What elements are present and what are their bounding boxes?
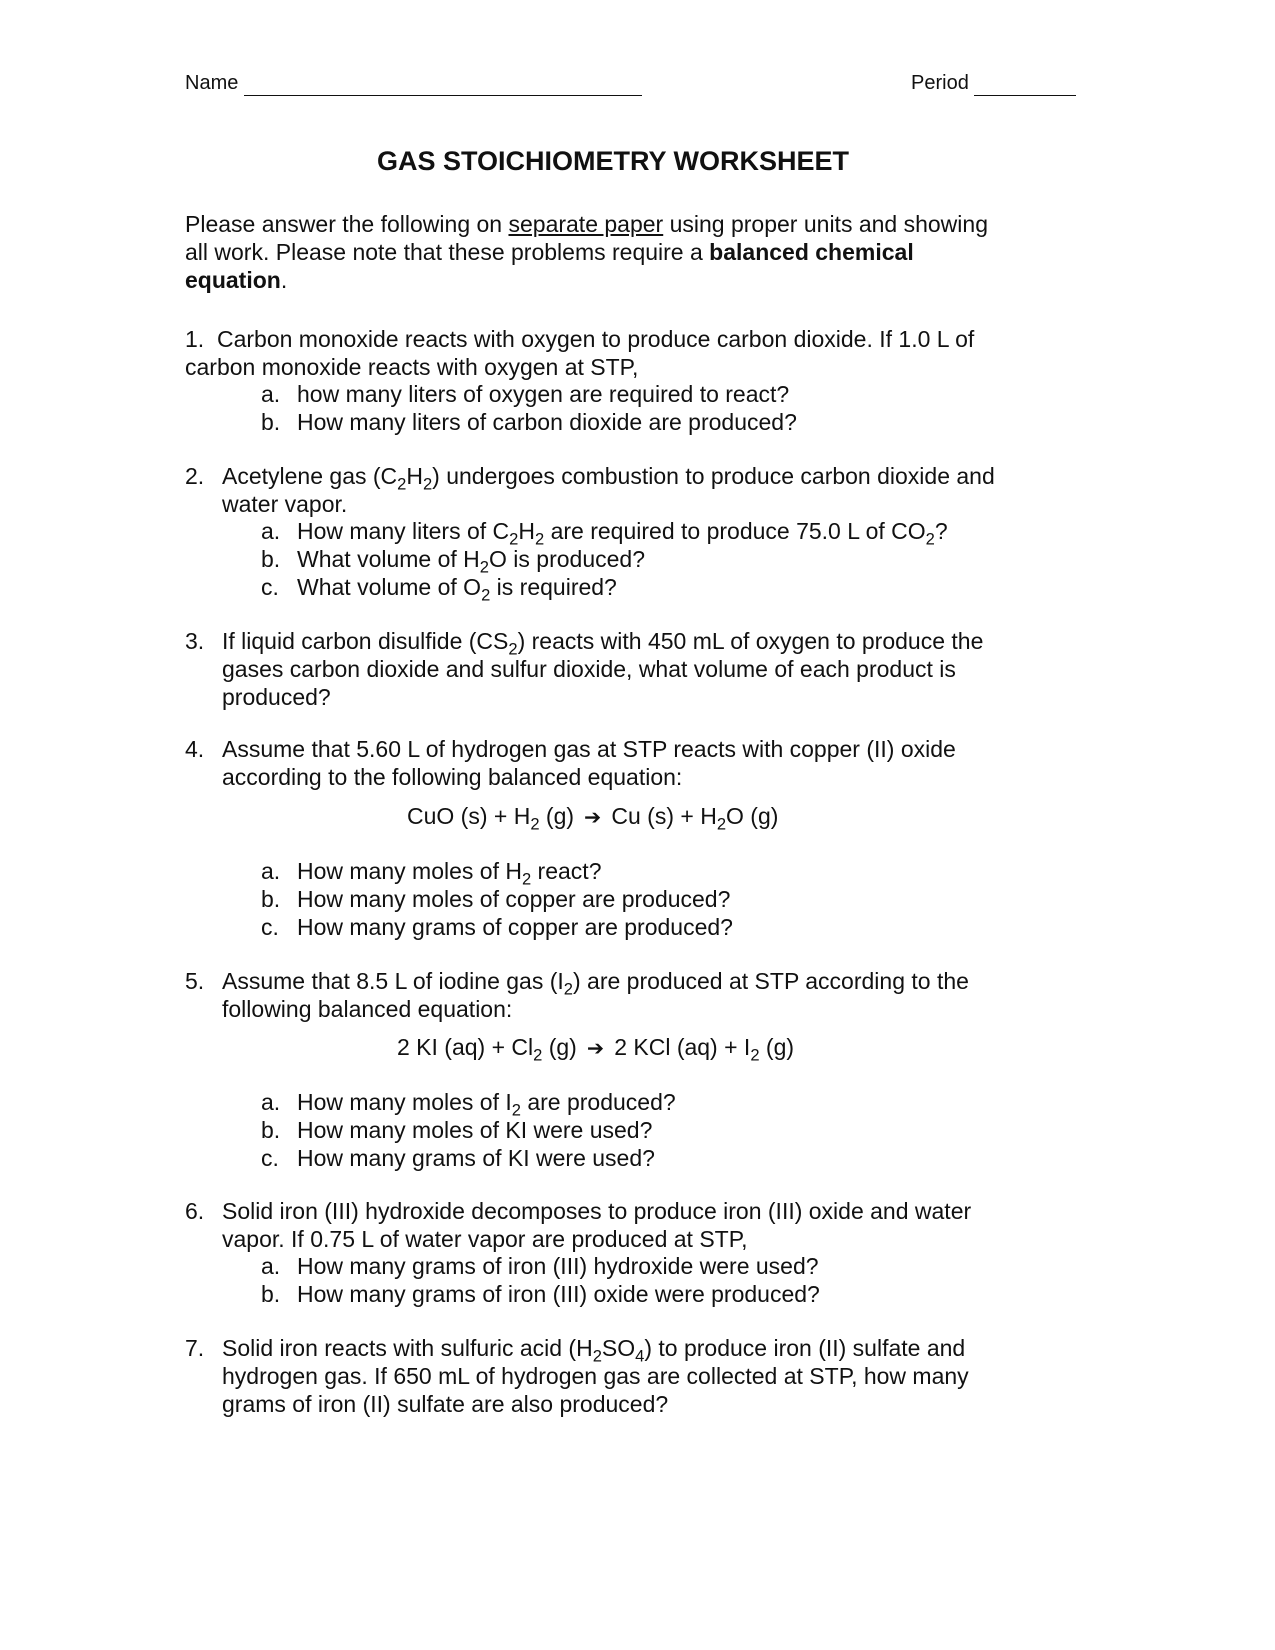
question-5	[185, 967, 969, 1023]
question-text: gases carbon dioxide and sulfur dioxide, what volume of each product is	[222, 656, 956, 682]
part-label: b.	[261, 546, 281, 572]
question-text: Carbon monoxide reacts with oxygen to produce carbon dioxide. If 1.0 L of	[216, 326, 975, 352]
subscript: 2	[530, 814, 540, 834]
question-text: Assume that 5.60 L of hydrogen gas at STP reacts with copper (II) oxide	[222, 736, 956, 762]
question-1-parts	[261, 380, 797, 436]
equation-text: CuO (s) + H	[407, 803, 531, 829]
question-text: produced?	[222, 684, 331, 710]
period-label: Period	[911, 72, 969, 94]
part-text: How many grams of iron (III) oxide were produced?	[297, 1281, 820, 1307]
part-text: How many liters of carbon dioxide are produced?	[297, 409, 797, 435]
question-number: 5.	[185, 968, 205, 994]
part-label: c.	[261, 574, 279, 600]
subscript: 2	[422, 474, 433, 494]
part-label: a.	[261, 1253, 281, 1279]
instructions-bold: equation	[185, 267, 281, 293]
question-4	[185, 735, 956, 791]
equation-text: 2 KCl (aq) + I	[614, 1034, 751, 1060]
part-label: c.	[261, 1145, 279, 1171]
subscript: 2	[750, 1045, 760, 1065]
period-field[interactable]	[911, 72, 1076, 96]
part-text: H	[518, 518, 535, 544]
part-label: a.	[261, 381, 281, 407]
subscript: 2	[592, 1346, 602, 1366]
question-number: 7.	[185, 1335, 205, 1361]
equation-text: (g)	[542, 1034, 577, 1060]
part-text: react?	[531, 858, 602, 884]
equation-text: (g)	[539, 803, 575, 829]
part-text: How many grams of iron (III) hydroxide were used?	[297, 1253, 819, 1279]
equation-4	[407, 802, 778, 832]
question-text: water vapor.	[222, 491, 348, 517]
part-text: How many moles of I	[297, 1089, 512, 1115]
part-text: How many moles of KI were used?	[297, 1117, 653, 1143]
instructions-text: all work. Please note that these problems require a	[185, 239, 703, 265]
equation-text: O (g)	[726, 803, 779, 829]
question-text: ) to produce iron (II) sulfate and	[644, 1335, 966, 1361]
instructions-text: using proper units and showing	[669, 211, 988, 237]
part-text: What volume of O	[297, 574, 482, 600]
part-text: How many moles of H	[297, 858, 522, 884]
part-label: b.	[261, 409, 281, 435]
subscript: 2	[479, 557, 489, 577]
subscript: 4	[635, 1346, 645, 1366]
question-text: following balanced equation:	[222, 996, 513, 1022]
question-6-parts	[261, 1252, 820, 1308]
part-text: how many liters of oxygen are required to react?	[297, 381, 790, 407]
subscript: 2	[397, 474, 407, 494]
part-label: b.	[261, 1281, 281, 1307]
question-2-parts	[261, 517, 948, 605]
part-text: are required to produce 75.0 L of CO	[544, 518, 926, 544]
question-text: grams of iron (II) sulfate are also produced?	[222, 1391, 669, 1417]
period-blank[interactable]	[974, 72, 1076, 96]
question-number: 1.	[185, 326, 205, 352]
question-text: Solid iron (III) hydroxide decomposes to produce iron (III) oxide and water	[222, 1198, 972, 1224]
instructions-text: Please answer the following on	[185, 211, 503, 237]
question-6	[185, 1197, 971, 1253]
subscript: 2	[481, 585, 491, 605]
question-number: 3.	[185, 628, 205, 654]
arrow-icon: ➔	[586, 1037, 605, 1060]
question-text: according to the following balanced equation:	[222, 764, 683, 790]
question-number: 4.	[185, 736, 205, 762]
question-text: vapor. If 0.75 L of water vapor are produced at STP,	[222, 1226, 748, 1252]
instructions-underlined: separate paper	[508, 211, 664, 237]
part-text: is required?	[490, 574, 617, 600]
part-label: a.	[261, 1089, 281, 1115]
subscript: 2	[563, 979, 573, 999]
question-4-parts	[261, 857, 733, 941]
question-text: SO	[601, 1335, 636, 1361]
question-5-parts	[261, 1088, 676, 1172]
question-text: ) are produced at STP according to the	[573, 968, 969, 994]
question-3	[185, 627, 983, 711]
part-label: a.	[261, 518, 281, 544]
subscript: 2	[925, 529, 935, 549]
page-title: GAS STOICHIOMETRY WORKSHEET	[377, 146, 850, 176]
part-label: a.	[261, 858, 281, 884]
arrow-icon: ➔	[584, 806, 602, 829]
question-number: 6.	[185, 1198, 205, 1224]
question-text: ) reacts with 450 mL of oxygen to produce the	[517, 628, 984, 654]
instructions-bold: balanced chemical	[709, 239, 914, 265]
part-text: How many grams of KI were used?	[297, 1145, 655, 1171]
question-text: hydrogen gas. If 650 mL of hydrogen gas are collected at STP, how many	[222, 1363, 969, 1389]
equation-text: Cu (s) + H	[611, 803, 717, 829]
equation-text: (g)	[759, 1034, 795, 1060]
question-number: 2.	[185, 463, 205, 489]
subscript: 2	[509, 529, 519, 549]
instructions	[185, 210, 988, 294]
part-text: How many grams of copper are produced?	[297, 914, 733, 940]
subscript: 2	[511, 1100, 521, 1120]
name-blank[interactable]	[244, 72, 642, 96]
part-text: How many moles of copper are produced?	[297, 886, 731, 912]
subscript: 2	[716, 814, 727, 834]
question-text: Acetylene gas (C	[222, 463, 398, 489]
punctuation: .	[280, 267, 288, 293]
part-text: ?	[934, 518, 948, 544]
question-text: Assume that 8.5 L of iodine gas (I	[222, 968, 564, 994]
equation-5	[397, 1033, 794, 1063]
part-label: b.	[261, 1117, 281, 1143]
question-text: ) undergoes combustion to produce carbon dioxide and	[432, 463, 995, 489]
name-field[interactable]	[185, 72, 642, 96]
question-7	[185, 1334, 969, 1418]
subscript: 2	[521, 869, 532, 889]
part-text: How many liters of C	[297, 518, 510, 544]
name-label: Name	[185, 72, 239, 94]
question-1	[185, 325, 974, 381]
question-text: H	[406, 463, 423, 489]
part-label: c.	[261, 914, 279, 940]
part-text: O is produced?	[489, 546, 645, 572]
question-text: Solid iron reacts with sulfuric acid (H	[222, 1335, 593, 1361]
question-2	[185, 462, 995, 518]
subscript: 2	[508, 639, 518, 659]
question-text: carbon monoxide reacts with oxygen at STP,	[185, 354, 639, 380]
part-text: are produced?	[520, 1089, 676, 1115]
question-text: If liquid carbon disulfide (CS	[222, 628, 509, 654]
part-text: What volume of H	[297, 546, 480, 572]
subscript: 2	[533, 1045, 543, 1065]
part-label: b.	[261, 886, 281, 912]
equation-text: 2 KI (aq) + Cl	[397, 1034, 534, 1060]
subscript: 2	[535, 529, 545, 549]
